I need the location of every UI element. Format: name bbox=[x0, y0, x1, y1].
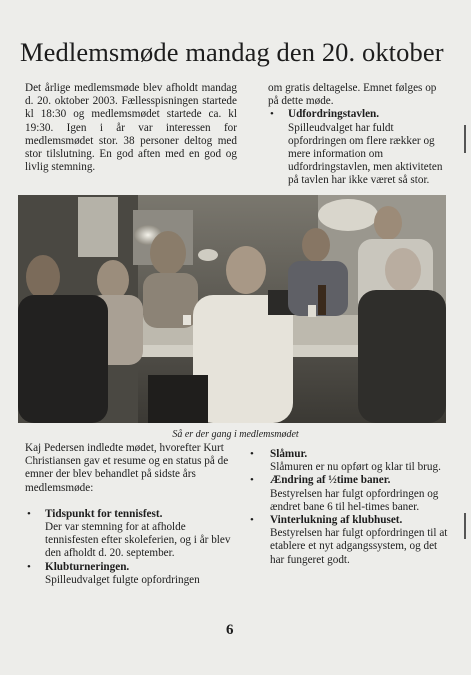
bullet-icon: • bbox=[250, 474, 254, 487]
udfordring-list bbox=[268, 108, 448, 187]
item-heading: Tidspunkt for tennisfest. bbox=[45, 507, 163, 520]
item-text: Spilleudvalget fulgte opfordringen bbox=[45, 573, 200, 586]
item-heading: Klubturneringen. bbox=[45, 560, 130, 573]
intro-paragraph: Det årlige medlemsmøde blev afholdt mandag d. 20. oktober 2003. Fællesspisningen startede kl 18:30 og medlemsmødet startede ca. kl 19:30. Igen i år var interessen for medlemsmødet stor. 38 personer deltog med stor tilslutning. En god aften med en god og livlig stemning. bbox=[25, 82, 237, 174]
page-number: 6 bbox=[226, 622, 234, 638]
item-text: Bestyrelsen har fulgt opfordringen og ændret bane 6 til hel-times baner. bbox=[270, 487, 439, 513]
meeting-photo bbox=[18, 195, 446, 423]
bullet-icon: • bbox=[27, 507, 31, 520]
item-heading: Slåmur. bbox=[270, 448, 308, 460]
item-text: Bestyrelsen har fulgt opfordringen til at etablere et nyt adgangssystem, og det har fungeret godt. bbox=[270, 527, 448, 566]
list-item bbox=[248, 474, 453, 514]
left-bottom-column bbox=[25, 442, 237, 587]
item-heading: Udfordringstavlen. bbox=[288, 108, 380, 121]
bullet-icon: • bbox=[250, 448, 254, 460]
left-items-list bbox=[25, 508, 237, 587]
bullet-icon: • bbox=[250, 514, 254, 527]
right-items-list bbox=[248, 448, 453, 567]
photo-illustration bbox=[18, 195, 446, 423]
intro-column bbox=[25, 82, 237, 174]
photo-caption: Så er der gang i medlemsmødet bbox=[172, 429, 299, 440]
item-text: Der var stemning for at afholde tennisfesten efter skoleferien, og i år blev den afholdt d. 20. september. bbox=[45, 521, 231, 560]
item-text: Spilleudvalget har fuldt opfordringen om flere rækker og mere information om udfordringstavlen, men aktiviteten på tavlen har ikke været så stor. bbox=[288, 121, 443, 187]
list-item bbox=[25, 508, 237, 561]
list-item bbox=[248, 514, 453, 567]
list-item bbox=[248, 448, 453, 474]
list-item bbox=[268, 108, 448, 187]
item-heading: Vinterlukning af klubhuset. bbox=[270, 514, 403, 527]
body-intro-paragraph: Kaj Pedersen indledte mødet, hvorefter Kurt Christiansen gav et resume og en status på de emner der blev behandlet på sidste års medlemsmøde: bbox=[25, 442, 229, 494]
bullet-icon: • bbox=[27, 560, 31, 573]
right-bottom-column bbox=[248, 448, 453, 567]
item-heading: Ændring af ½time baner. bbox=[270, 474, 391, 487]
item-text: Slåmuren er nu opført og klar til brug. bbox=[270, 461, 441, 474]
right-top-column bbox=[268, 82, 448, 188]
page-title: Medlemsmøde mandag den 20. oktober bbox=[20, 37, 444, 67]
list-item bbox=[25, 561, 237, 587]
intro-continuation: om gratis deltagelse. Emnet følges op på dette møde. bbox=[268, 82, 437, 108]
margin-mark bbox=[464, 125, 466, 153]
bullet-icon: • bbox=[270, 108, 274, 121]
margin-mark bbox=[464, 513, 466, 539]
